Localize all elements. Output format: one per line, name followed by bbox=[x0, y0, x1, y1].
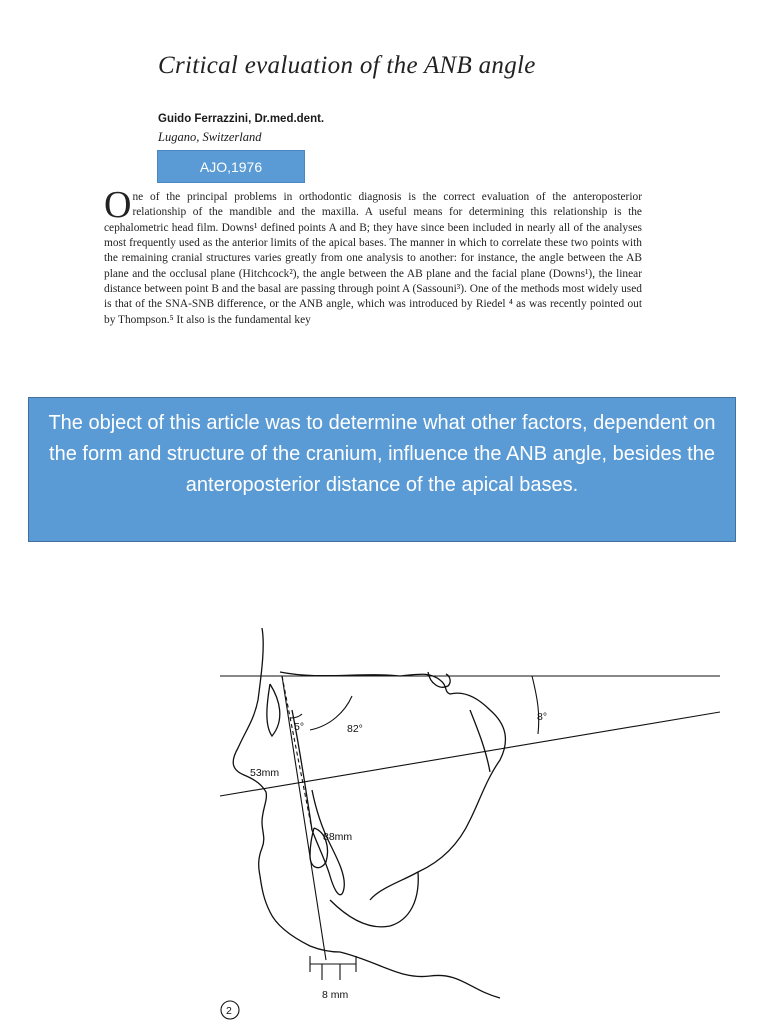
label-angle-small: 5° bbox=[294, 721, 305, 733]
article-body bbox=[104, 184, 642, 328]
facial-profile bbox=[233, 628, 340, 952]
highlight-text: The object of this article was to determine what other factors, dependent on the form and structure of the cranium, influence the ANB angle, besides the anteroposterior distance of the apical bases. bbox=[48, 412, 716, 496]
highlight-box bbox=[28, 397, 736, 542]
label-angle-large: 82° bbox=[347, 723, 363, 735]
journal-tag bbox=[157, 150, 305, 183]
drop-cap: O bbox=[104, 184, 132, 226]
journal-tag-label: AJO,1976 bbox=[199, 158, 263, 175]
chin-contour bbox=[340, 952, 500, 998]
label-angle-right: 8° bbox=[537, 711, 548, 723]
angle-arc-large bbox=[310, 696, 352, 730]
pterygoid-contour bbox=[470, 710, 490, 772]
nasal-contour bbox=[267, 684, 280, 736]
nasion-a-line bbox=[282, 676, 312, 830]
label-dist-lower: 88mm bbox=[323, 831, 353, 843]
label-dist-upper: 53mm bbox=[250, 767, 280, 779]
article-title: Critical evaluation of the ANB angle bbox=[158, 52, 536, 79]
angle-arc-small bbox=[290, 714, 302, 718]
mandible-contour bbox=[330, 872, 418, 927]
author-name: Guido Ferrazzini, Dr.med.dent. bbox=[158, 113, 325, 125]
angle-arc-right bbox=[532, 676, 539, 734]
author-location: Lugano, Switzerland bbox=[158, 130, 262, 144]
body-paragraph: ne of the principal problems in orthodontic diagnosis is the correct evaluation of the anteroposterior relationship of the mandible and the maxilla. A useful means for determining this relationship is the cephalometric head film. Downs¹ defined points A and B; they have since been included in nearly all of the analyses most frequently used as the anterior limits of the apical bases. The manner in which to correlate these two points with the remaining cranial structures varies greatly from one analysis to another: for instance, the angle between the AB plane and the occlusal plane (Hitchcock²), the angle between the AB plane and the facial plane (Downs¹), the linear distance between point B and the basal are passing through point A (Sassouni³). One of the methods most widely used is that of the SNA-SNB difference, or the ANB angle, which was introduced by Riedel ⁴ as was recently pointed out by Thompson.⁵ It also is the fundamental key bbox=[104, 191, 642, 326]
cephalometric-diagram bbox=[0, 600, 768, 1024]
label-figure-number: 2 bbox=[226, 1005, 232, 1017]
label-dist-bottom: 8 mm bbox=[322, 989, 349, 1001]
maxilla-contour bbox=[292, 710, 344, 895]
cephalometric-figure bbox=[0, 600, 768, 1024]
